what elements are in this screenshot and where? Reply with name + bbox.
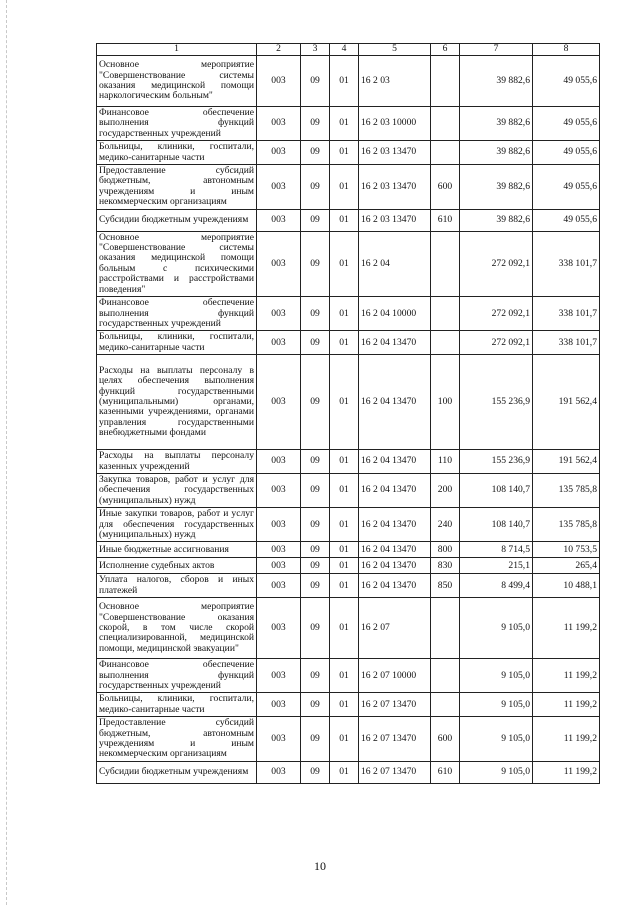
row-code-4: 01 bbox=[330, 574, 359, 598]
row-expense-type: 610 bbox=[431, 761, 460, 783]
row-amount-7: 9 105,0 bbox=[460, 717, 533, 762]
row-amount-8: 338 101,7 bbox=[533, 331, 600, 355]
row-amount-8: 11 199,2 bbox=[533, 693, 600, 717]
table-row bbox=[97, 355, 600, 450]
row-code-4: 01 bbox=[330, 165, 359, 210]
row-code-3: 09 bbox=[301, 450, 330, 474]
row-code-2: 003 bbox=[257, 659, 301, 693]
row-code-3: 09 bbox=[301, 231, 330, 296]
row-expense-type bbox=[431, 693, 460, 717]
row-amount-8: 11 199,2 bbox=[533, 659, 600, 693]
row-code-3: 09 bbox=[301, 693, 330, 717]
row-target-article: 16 2 03 10000 bbox=[359, 107, 431, 141]
row-code-2: 003 bbox=[257, 558, 301, 574]
row-name: Исполнение судебных актов bbox=[97, 558, 257, 574]
row-code-3: 09 bbox=[301, 209, 330, 231]
table-row bbox=[97, 659, 600, 693]
row-target-article: 16 2 07 bbox=[359, 598, 431, 659]
row-expense-type: 610 bbox=[431, 209, 460, 231]
row-code-4: 01 bbox=[330, 231, 359, 296]
row-name: Основное мероприятие "Совершенствование оказания скорой, в том числе скорой специализированной, медицинской помощи, медицинской эвакуации" bbox=[97, 598, 257, 659]
row-code-2: 003 bbox=[257, 231, 301, 296]
row-amount-8: 191 562,4 bbox=[533, 450, 600, 474]
row-amount-7: 9 105,0 bbox=[460, 659, 533, 693]
row-name: Субсидии бюджетным учреждениям bbox=[97, 761, 257, 783]
row-name: Финансовое обеспечение выполнения функций государственных учреждений bbox=[97, 107, 257, 141]
row-amount-7: 215,1 bbox=[460, 558, 533, 574]
row-amount-7: 155 236,9 bbox=[460, 450, 533, 474]
row-amount-7: 39 882,6 bbox=[460, 107, 533, 141]
row-code-4: 01 bbox=[330, 508, 359, 542]
row-code-2: 003 bbox=[257, 331, 301, 355]
row-amount-7: 39 882,6 bbox=[460, 209, 533, 231]
row-target-article: 16 2 03 13470 bbox=[359, 141, 431, 165]
row-expense-type bbox=[431, 598, 460, 659]
row-code-2: 003 bbox=[257, 598, 301, 659]
row-target-article: 16 2 04 13470 bbox=[359, 542, 431, 558]
col-header-2: 2 bbox=[257, 44, 301, 56]
row-expense-type: 110 bbox=[431, 450, 460, 474]
row-code-2: 003 bbox=[257, 761, 301, 783]
row-code-2: 003 bbox=[257, 107, 301, 141]
row-code-4: 01 bbox=[330, 450, 359, 474]
col-header-3: 3 bbox=[301, 44, 330, 56]
row-amount-7: 39 882,6 bbox=[460, 165, 533, 210]
table-row bbox=[97, 297, 600, 331]
row-expense-type: 850 bbox=[431, 574, 460, 598]
row-expense-type: 830 bbox=[431, 558, 460, 574]
row-expense-type bbox=[431, 297, 460, 331]
row-name: Расходы на выплаты персоналу казенных учреждений bbox=[97, 450, 257, 474]
row-code-2: 003 bbox=[257, 165, 301, 210]
row-amount-7: 272 092,1 bbox=[460, 331, 533, 355]
row-code-3: 09 bbox=[301, 542, 330, 558]
row-expense-type bbox=[431, 107, 460, 141]
row-name: Предоставление субсидий бюджетным, автономным учреждениям и иным некоммерческим организациям bbox=[97, 165, 257, 210]
row-amount-8: 10 753,5 bbox=[533, 542, 600, 558]
row-target-article: 16 2 04 13470 bbox=[359, 473, 431, 507]
row-code-4: 01 bbox=[330, 209, 359, 231]
row-amount-8: 11 199,2 bbox=[533, 598, 600, 659]
row-amount-7: 9 105,0 bbox=[460, 693, 533, 717]
row-code-3: 09 bbox=[301, 355, 330, 450]
row-amount-7: 39 882,6 bbox=[460, 56, 533, 107]
row-code-4: 01 bbox=[330, 107, 359, 141]
row-code-4: 01 bbox=[330, 56, 359, 107]
row-amount-7: 9 105,0 bbox=[460, 761, 533, 783]
row-amount-8: 135 785,8 bbox=[533, 508, 600, 542]
row-code-3: 09 bbox=[301, 659, 330, 693]
row-name: Больницы, клиники, госпитали, медико-санитарные части bbox=[97, 331, 257, 355]
row-amount-8: 265,4 bbox=[533, 558, 600, 574]
row-code-4: 01 bbox=[330, 331, 359, 355]
row-code-4: 01 bbox=[330, 542, 359, 558]
row-code-2: 003 bbox=[257, 141, 301, 165]
row-code-2: 003 bbox=[257, 693, 301, 717]
row-target-article: 16 2 04 13470 bbox=[359, 574, 431, 598]
row-code-4: 01 bbox=[330, 473, 359, 507]
row-code-3: 09 bbox=[301, 107, 330, 141]
row-code-4: 01 bbox=[330, 558, 359, 574]
table-row bbox=[97, 542, 600, 558]
row-name: Предоставление субсидий бюджетным, автономным учреждениям и иным некоммерческим организациям bbox=[97, 717, 257, 762]
row-code-3: 09 bbox=[301, 574, 330, 598]
row-code-3: 09 bbox=[301, 165, 330, 210]
row-code-3: 09 bbox=[301, 56, 330, 107]
row-target-article: 16 2 04 13470 bbox=[359, 331, 431, 355]
row-expense-type bbox=[431, 141, 460, 165]
table-row bbox=[97, 508, 600, 542]
row-code-2: 003 bbox=[257, 297, 301, 331]
table-row bbox=[97, 450, 600, 474]
row-code-2: 003 bbox=[257, 209, 301, 231]
row-code-2: 003 bbox=[257, 717, 301, 762]
row-amount-8: 191 562,4 bbox=[533, 355, 600, 450]
row-amount-8: 49 055,6 bbox=[533, 56, 600, 107]
table-row bbox=[97, 574, 600, 598]
row-amount-8: 49 055,6 bbox=[533, 209, 600, 231]
row-amount-8: 49 055,6 bbox=[533, 141, 600, 165]
row-amount-7: 108 140,7 bbox=[460, 473, 533, 507]
row-code-3: 09 bbox=[301, 331, 330, 355]
table-row bbox=[97, 598, 600, 659]
row-code-4: 01 bbox=[330, 693, 359, 717]
table-row bbox=[97, 231, 600, 296]
row-code-4: 01 bbox=[330, 717, 359, 762]
col-header-6: 6 bbox=[431, 44, 460, 56]
col-header-1: 1 bbox=[97, 44, 257, 56]
row-expense-type: 200 bbox=[431, 473, 460, 507]
row-name: Финансовое обеспечение выполнения функций государственных учреждений bbox=[97, 659, 257, 693]
table-row bbox=[97, 209, 600, 231]
row-expense-type: 800 bbox=[431, 542, 460, 558]
row-code-2: 003 bbox=[257, 574, 301, 598]
row-target-article: 16 2 07 13470 bbox=[359, 761, 431, 783]
row-name: Закупка товаров, работ и услуг для обеспечения государственных (муниципальных) нужд bbox=[97, 473, 257, 507]
table-row bbox=[97, 107, 600, 141]
row-amount-7: 9 105,0 bbox=[460, 598, 533, 659]
table-header-row bbox=[97, 44, 600, 56]
row-name: Иные бюджетные ассигнования bbox=[97, 542, 257, 558]
col-header-7: 7 bbox=[460, 44, 533, 56]
row-target-article: 16 2 04 13470 bbox=[359, 508, 431, 542]
page-number: 10 bbox=[314, 859, 326, 873]
row-code-3: 09 bbox=[301, 141, 330, 165]
row-name: Иные закупки товаров, работ и услуг для обеспечения государственных (муниципальных) нужд bbox=[97, 508, 257, 542]
row-code-3: 09 bbox=[301, 508, 330, 542]
row-amount-8: 11 199,2 bbox=[533, 761, 600, 783]
row-code-4: 01 bbox=[330, 761, 359, 783]
table-row bbox=[97, 331, 600, 355]
row-expense-type: 600 bbox=[431, 717, 460, 762]
row-target-article: 16 2 03 bbox=[359, 56, 431, 107]
table-row bbox=[97, 56, 600, 107]
row-code-3: 09 bbox=[301, 717, 330, 762]
row-target-article: 16 2 07 10000 bbox=[359, 659, 431, 693]
col-header-5: 5 bbox=[359, 44, 431, 56]
table-body bbox=[97, 56, 600, 784]
row-target-article: 16 2 04 13470 bbox=[359, 450, 431, 474]
table-row bbox=[97, 558, 600, 574]
table-row bbox=[97, 761, 600, 783]
budget-table bbox=[96, 43, 600, 784]
row-amount-8: 135 785,8 bbox=[533, 473, 600, 507]
table-row bbox=[97, 717, 600, 762]
row-code-4: 01 bbox=[330, 659, 359, 693]
table-row bbox=[97, 141, 600, 165]
row-code-2: 003 bbox=[257, 473, 301, 507]
row-amount-8: 49 055,6 bbox=[533, 107, 600, 141]
row-code-4: 01 bbox=[330, 355, 359, 450]
row-code-3: 09 bbox=[301, 297, 330, 331]
row-code-3: 09 bbox=[301, 473, 330, 507]
row-name: Расходы на выплаты персоналу в целях обеспечения выполнения функций государственными (муниципальными) органами, казенными учреждениями, органами управления государственными внебюджетными фондами bbox=[97, 355, 257, 450]
table-row bbox=[97, 693, 600, 717]
row-expense-type bbox=[431, 331, 460, 355]
row-amount-8: 10 488,1 bbox=[533, 574, 600, 598]
row-name: Основное мероприятие "Совершенствование системы оказания медицинской помощи наркологическим больным" bbox=[97, 56, 257, 107]
row-target-article: 16 2 03 13470 bbox=[359, 165, 431, 210]
row-code-4: 01 bbox=[330, 598, 359, 659]
row-amount-8: 338 101,7 bbox=[533, 231, 600, 296]
row-target-article: 16 2 03 13470 bbox=[359, 209, 431, 231]
row-target-article: 16 2 04 13470 bbox=[359, 558, 431, 574]
row-amount-7: 108 140,7 bbox=[460, 508, 533, 542]
col-header-4: 4 bbox=[330, 44, 359, 56]
table-row bbox=[97, 165, 600, 210]
row-code-4: 01 bbox=[330, 141, 359, 165]
row-code-2: 003 bbox=[257, 508, 301, 542]
row-amount-8: 11 199,2 bbox=[533, 717, 600, 762]
row-target-article: 16 2 04 bbox=[359, 231, 431, 296]
row-amount-7: 8 499,4 bbox=[460, 574, 533, 598]
row-expense-type bbox=[431, 659, 460, 693]
row-expense-type bbox=[431, 231, 460, 296]
row-expense-type: 240 bbox=[431, 508, 460, 542]
row-code-2: 003 bbox=[257, 542, 301, 558]
row-code-3: 09 bbox=[301, 598, 330, 659]
row-expense-type: 100 bbox=[431, 355, 460, 450]
row-name: Финансовое обеспечение выполнения функций государственных учреждений bbox=[97, 297, 257, 331]
row-amount-7: 272 092,1 bbox=[460, 297, 533, 331]
row-target-article: 16 2 04 10000 bbox=[359, 297, 431, 331]
row-code-2: 003 bbox=[257, 450, 301, 474]
row-target-article: 16 2 04 13470 bbox=[359, 355, 431, 450]
row-code-3: 09 bbox=[301, 558, 330, 574]
row-expense-type bbox=[431, 56, 460, 107]
table-row bbox=[97, 473, 600, 507]
row-amount-8: 338 101,7 bbox=[533, 297, 600, 331]
row-name: Больницы, клиники, госпитали, медико-санитарные части bbox=[97, 141, 257, 165]
row-amount-7: 39 882,6 bbox=[460, 141, 533, 165]
row-name: Субсидии бюджетным учреждениям bbox=[97, 209, 257, 231]
row-code-2: 003 bbox=[257, 56, 301, 107]
row-expense-type: 600 bbox=[431, 165, 460, 210]
row-target-article: 16 2 07 13470 bbox=[359, 717, 431, 762]
row-amount-8: 49 055,6 bbox=[533, 165, 600, 210]
row-name: Уплата налогов, сборов и иных платежей bbox=[97, 574, 257, 598]
row-name: Основное мероприятие "Совершенствование системы оказания медицинской помощи больным с психическими расстройствами и расстройствами поведения" bbox=[97, 231, 257, 296]
row-name: Больницы, клиники, госпитали, медико-санитарные части bbox=[97, 693, 257, 717]
row-code-3: 09 bbox=[301, 761, 330, 783]
row-target-article: 16 2 07 13470 bbox=[359, 693, 431, 717]
row-amount-7: 8 714,5 bbox=[460, 542, 533, 558]
col-header-8: 8 bbox=[533, 44, 600, 56]
row-amount-7: 272 092,1 bbox=[460, 231, 533, 296]
row-code-2: 003 bbox=[257, 355, 301, 450]
scan-edge-line bbox=[6, 0, 7, 905]
row-code-4: 01 bbox=[330, 297, 359, 331]
row-amount-7: 155 236,9 bbox=[460, 355, 533, 450]
